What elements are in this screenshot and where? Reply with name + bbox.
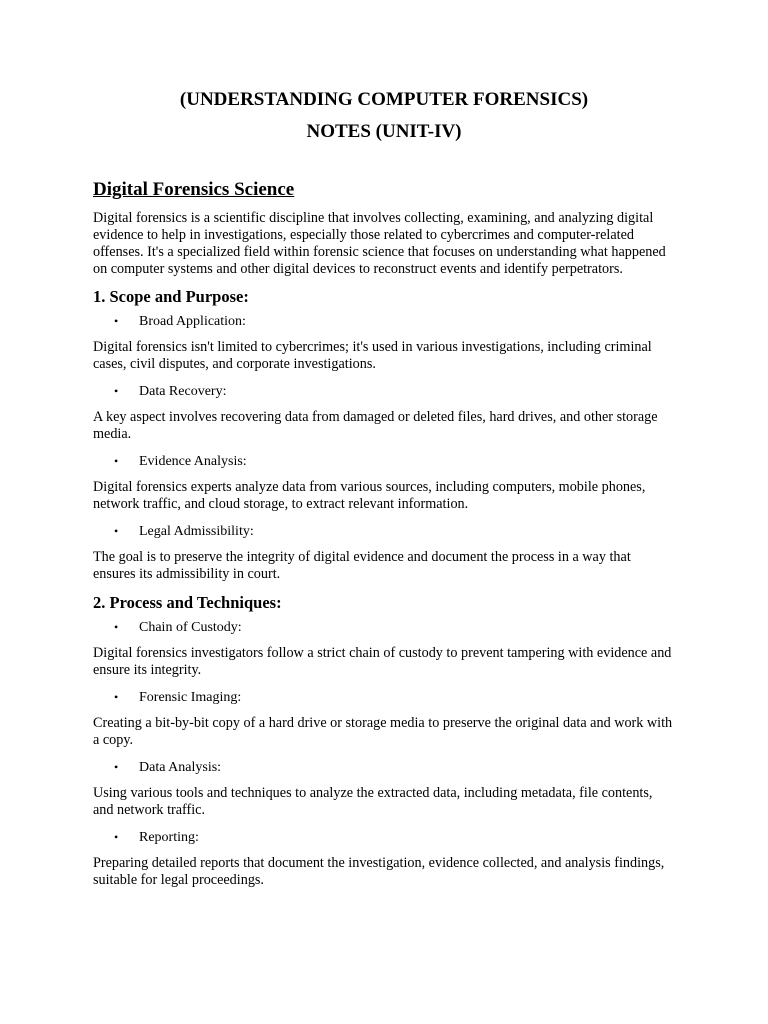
bullet-icon: • <box>114 690 119 704</box>
bullet-label: Forensic Imaging: <box>139 690 242 705</box>
bullet-item <box>93 383 673 400</box>
item-paragraph: Digital forensics isn't limited to cybercrimes; it's used in various investigations, including criminal cases, civil disputes, and corporate investigations. <box>93 339 652 372</box>
bullet-label: Chain of Custody: <box>139 620 242 635</box>
bullet-item <box>93 689 673 706</box>
section-heading: 1. Scope and Purpose: <box>93 287 249 306</box>
item-paragraph: Preparing detailed reports that document the investigation, evidence collected, and analysis findings, suitable for legal proceedings. <box>93 855 665 888</box>
bullet-label: Data Recovery: <box>139 384 227 399</box>
bullet-item <box>93 313 673 330</box>
document-body <box>93 179 673 899</box>
bullet-icon: • <box>114 830 119 844</box>
item-paragraph: A key aspect involves recovering data from damaged or deleted files, hard drives, and other storage media. <box>93 409 658 442</box>
section-title: Digital Forensics Science <box>93 179 295 200</box>
item-paragraph: Digital forensics investigators follow a strict chain of custody to prevent tampering with evidence and ensure its integrity. <box>93 645 672 678</box>
item-paragraph: Creating a bit-by-bit copy of a hard drive or storage media to preserve the original data and work with a copy. <box>93 715 673 748</box>
bullet-label: Legal Admissibility: <box>139 524 254 539</box>
bullet-item <box>93 523 673 540</box>
document-subtitle: NOTES (UNIT-IV) <box>306 121 462 142</box>
section-scope-purpose <box>93 287 673 583</box>
bullet-icon: • <box>114 620 119 634</box>
bullet-icon: • <box>114 760 119 774</box>
bullet-icon: • <box>114 454 119 468</box>
bullet-item <box>93 829 673 846</box>
section-process-techniques <box>93 593 673 889</box>
bullet-label: Evidence Analysis: <box>139 454 247 469</box>
item-paragraph: The goal is to preserve the integrity of digital evidence and document the process in a way that ensures its admissibility in court. <box>93 549 631 582</box>
item-paragraph: Digital forensics experts analyze data from various sources, including computers, mobile phones, network traffic, and cloud storage, to extract relevant information. <box>93 479 646 512</box>
intro-paragraph: Digital forensics is a scientific discipline that involves collecting, examining, and analyzing digital evidence to help in investigations, especially those related to cybercrimes and computer-related offenses. It's a specialized field within forensic science that focuses on understanding what happened on computer systems and other digital devices to reconstruct events and identify perpetrators. <box>93 210 666 277</box>
bullet-item <box>93 619 673 636</box>
bullet-item <box>93 453 673 470</box>
section-heading: 2. Process and Techniques: <box>93 593 282 612</box>
bullet-icon: • <box>114 384 119 398</box>
item-paragraph: Using various tools and techniques to analyze the extracted data, including metadata, file contents, and network traffic. <box>93 785 653 818</box>
document-title: (UNDERSTANDING COMPUTER FORENSICS) <box>179 89 589 110</box>
bullet-icon: • <box>114 314 119 328</box>
bullet-label: Data Analysis: <box>139 760 222 775</box>
bullet-label: Broad Application: <box>139 314 246 329</box>
bullet-icon: • <box>114 524 119 538</box>
bullet-item <box>93 759 673 776</box>
bullet-label: Reporting: <box>139 830 199 845</box>
